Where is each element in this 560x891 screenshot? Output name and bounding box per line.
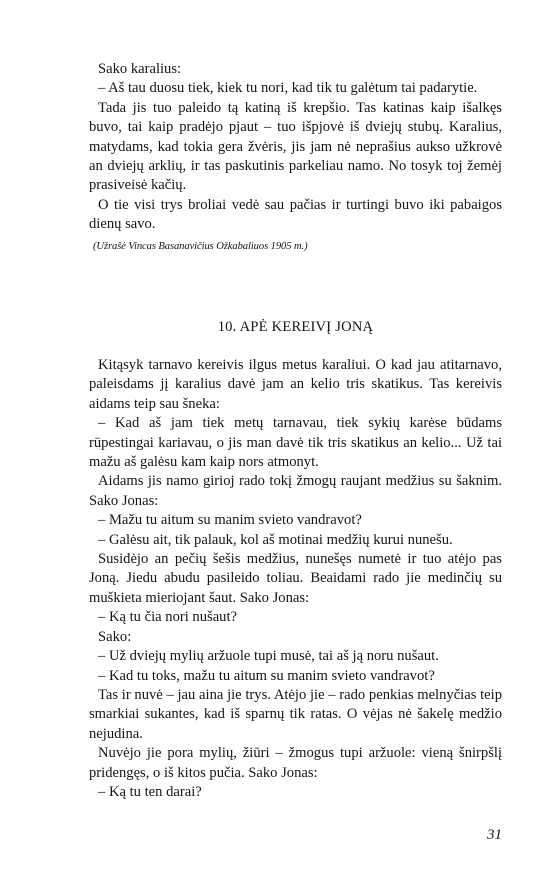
- dialogue-line: – Kad tu toks, mažu tu aitum su manim svieto vandravot?: [98, 667, 435, 684]
- dialogue-line: – Ką tu čia nori nušaut?: [98, 609, 238, 626]
- story-text: [89, 356, 502, 802]
- dialogue-line: – Už dviejų mylių aržuole tupi musė, tai aš ją noru nušaut.: [98, 648, 439, 665]
- source-note: (Užrašė Vincas Basanavičius Ožkabaliuos 1905 m.): [93, 240, 308, 252]
- paragraph: Kitąsyk tarnavo kereivis ilgus metus karaliui. O kad jau atitarnavo, paleisdams jį karalius davė jam an kelio tris skatikus. Tas kereivis aidams teip sau šneka:: [89, 357, 502, 412]
- story-ending-text: [89, 60, 502, 254]
- dialogue-line: – Aš tau duosu tiek, kiek tu nori, kad tik tu galėtum tai padarytie.: [98, 80, 478, 97]
- paragraph: Tas ir nuvė – jau aina jie trys. Atėjo jie – rado penkias melnyčias teip smarkiai sukantes, kad iš sparnų tik ratas. O vėjas nė šakelę medžio nejudina.: [89, 686, 502, 742]
- dialogue-line: – Mažu tu aitum su manim svieto vandravot?: [98, 512, 362, 529]
- paragraph: Susidėjo an pečių šešis medžius, nunešęs numetė ir tuo atėjo pas Joną. Jiedu abudu pasileido toliau. Beaidami rado jie medinčių su muškieta mieriojant šaut. Sako Jonas:: [89, 551, 502, 606]
- dialogue-line: – Kad aš jam tiek metų tarnavau, tiek sykių karėse būdams rūpestingai kariavau, o jis man davė tik tris skatikus an kelio... Už tai mažu aš galėsu kam kaip nors atmonyt.: [89, 415, 502, 471]
- paragraph: Sako karalius:: [98, 61, 182, 77]
- paragraph: Tada jis tuo paleido tą katiną iš krepšio. Tas katinas kaip išalkęs buvo, tai kaip pradėjo pjaut – tuo išpjovė iš dviejų stubų. Karalius, matydams, kad tokia gera žvėris, jis jam nė neprašius aukso užkrovė an dviejų arklių, ir tas paskutinis parkeliau namo. No tosyk toj žemėj prasiveisė kačių.: [89, 99, 502, 194]
- paragraph: O tie visi trys broliai vedė sau pačias ir turtingi buvo iki pabaigos dienų savo.: [89, 196, 502, 233]
- page-number: 31: [487, 827, 502, 843]
- paragraph: Aidams jis namo girioj rado tokį žmogų raujant medžius su šaknim. Sako Jonas:: [89, 473, 502, 509]
- dialogue-line: – Galėsu ait, tik palauk, kol aš motinai medžių kurui nunešu.: [98, 531, 453, 548]
- paragraph: Nuvėjo jie pora mylių, žiūri – žmogus tupi aržuole: vieną šnirpšlį pridengęs, o iš kitos pučia. Sako Jonas:: [89, 745, 502, 781]
- paragraph: Sako:: [98, 628, 132, 645]
- dialogue-line: – Ką tu ten darai?: [98, 783, 202, 800]
- section-title: 10. APĖ KEREIVĮ JONĄ: [217, 319, 374, 335]
